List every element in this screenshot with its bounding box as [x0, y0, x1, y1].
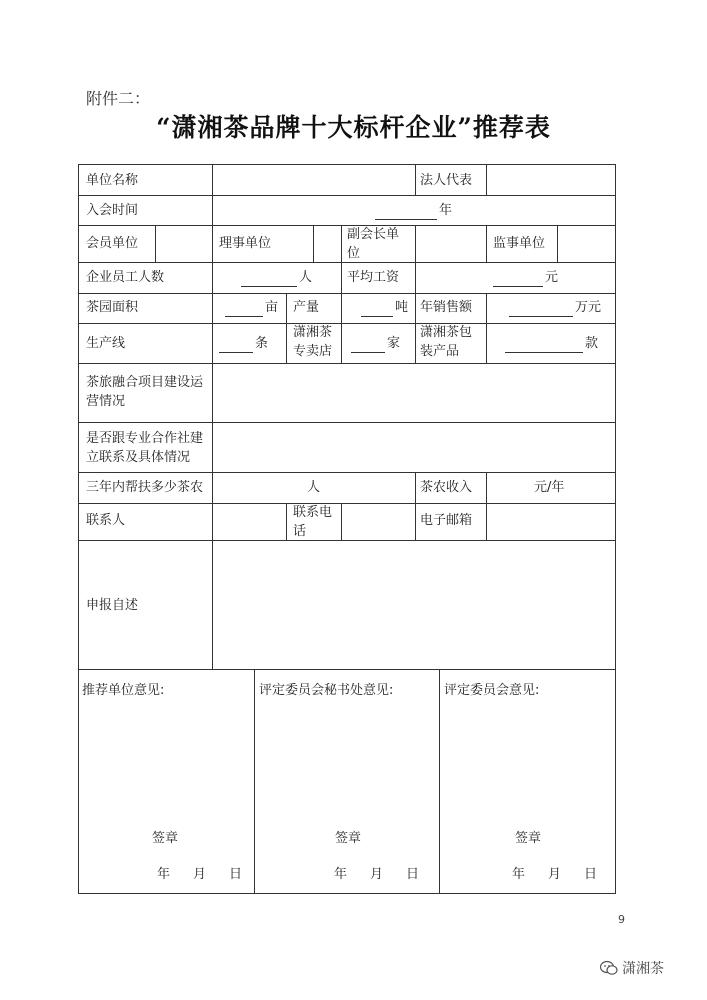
page-number: 9 [618, 913, 625, 926]
label-legal-rep: 法人代表 [420, 173, 473, 188]
unit-person: 人 [299, 270, 313, 285]
unit-wanyuan: 万元 [575, 300, 602, 315]
label-director-unit: 理事单位 [219, 236, 272, 251]
label-garden-area: 茶园面积 [86, 300, 139, 315]
label-xx-pack: 潇湘茶包装产品 [420, 325, 473, 359]
date-month-1: 月 [193, 867, 207, 882]
label-member-unit: 会员单位 [86, 236, 139, 251]
field-annual-sales[interactable] [509, 298, 601, 317]
unit-year: 年 [439, 203, 453, 218]
unit-kuan: 款 [585, 336, 599, 351]
label-opinion-secretariat: 评定委员会秘书处意见: [259, 683, 394, 698]
unit-person-2: 人 [307, 480, 321, 495]
field-avg-salary[interactable] [493, 268, 558, 287]
field-staff-count[interactable] [241, 268, 312, 287]
date-year-1: 年 [157, 867, 171, 882]
date-day-1: 日 [229, 867, 243, 882]
watermark-logo [600, 958, 664, 978]
unit-yuan: 元 [545, 270, 559, 285]
label-supervisor-unit: 监事单位 [493, 236, 546, 251]
label-contact: 联系人 [86, 513, 126, 528]
seal-label-1: 签章 [152, 831, 179, 846]
field-garden-area[interactable] [225, 298, 278, 317]
unit-yuan-per-year: 元/年 [534, 480, 565, 495]
date-year-3: 年 [512, 867, 526, 882]
date-month-2: 月 [370, 867, 384, 882]
page-title: “潇湘茶品牌十大标杆企业”推荐表 [156, 113, 551, 142]
label-phone: 联系电话 [293, 505, 333, 539]
seal-label-3: 签章 [515, 831, 542, 846]
unit-ton: 吨 [395, 300, 409, 315]
label-output: 产量 [293, 300, 320, 315]
seal-label-2: 签章 [335, 831, 362, 846]
label-annual-sales: 年销售额 [420, 300, 473, 315]
date-day-2: 日 [406, 867, 420, 882]
unit-tiao: 条 [255, 336, 269, 351]
label-self-report: 申报自述 [86, 598, 139, 613]
label-staff-count: 企业员工人数 [86, 270, 165, 285]
recommendation-form-table [78, 164, 616, 894]
date-month-3: 月 [548, 867, 562, 882]
field-xx-pack[interactable] [505, 334, 598, 353]
field-xx-store[interactable] [351, 334, 400, 353]
label-opinion-recommender: 推荐单位意见: [82, 683, 165, 698]
unit-mu: 亩 [265, 300, 279, 315]
label-email: 电子邮箱 [420, 513, 473, 528]
label-join-time: 入会时间 [86, 203, 139, 218]
wechat-icon [600, 960, 618, 976]
attachment-label: 附件二： [86, 89, 151, 108]
label-farmer-income: 茶农收入 [420, 480, 473, 495]
label-opinion-committee: 评定委员会意见: [444, 683, 540, 698]
date-year-2: 年 [334, 867, 348, 882]
unit-jia: 家 [387, 336, 401, 351]
label-help-farmers: 三年内帮扶多少茶农 [86, 480, 204, 495]
label-avg-salary: 平均工资 [347, 270, 400, 285]
field-output[interactable] [361, 298, 408, 317]
label-production-line: 生产线 [86, 336, 126, 351]
field-production-line[interactable] [219, 334, 268, 353]
watermark-text: 潇湘茶 [622, 961, 664, 977]
date-day-3: 日 [584, 867, 598, 882]
label-xx-store: 潇湘茶专卖店 [293, 325, 333, 359]
field-join-year[interactable] [375, 201, 452, 220]
label-coop: 是否跟专业合作社建立联系及具体情况 [86, 431, 204, 465]
label-tourism: 茶旅融合项目建设运营情况 [86, 375, 204, 409]
label-vp-unit: 副会长单位 [347, 227, 400, 261]
label-unit-name: 单位名称 [86, 173, 139, 188]
